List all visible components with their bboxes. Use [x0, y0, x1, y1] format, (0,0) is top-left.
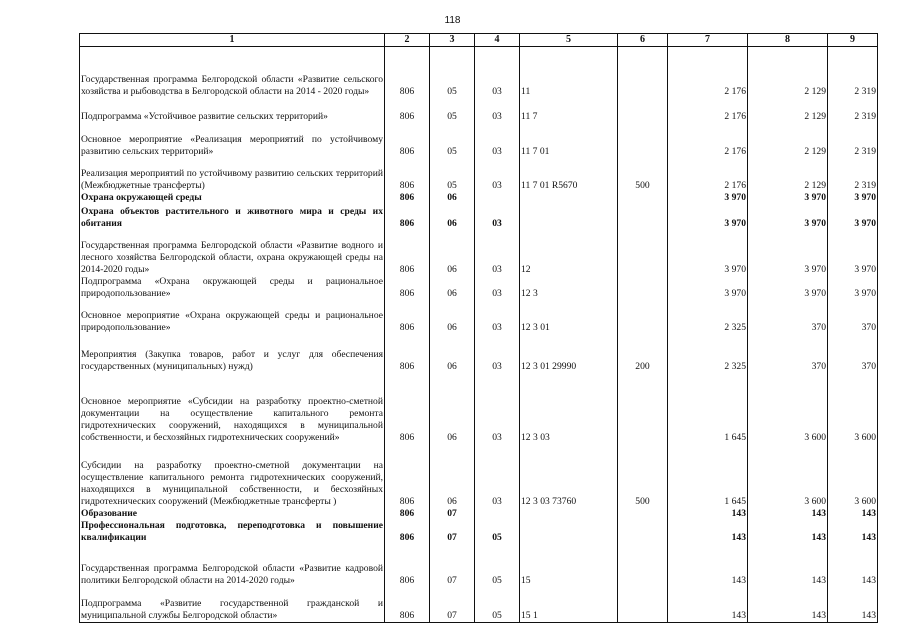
target-article-cell: 12 3 — [520, 276, 618, 300]
section-code-cell: 06 — [430, 192, 475, 204]
subsection-code-cell: 03 — [475, 373, 520, 444]
section-code-cell: 07 — [430, 587, 475, 623]
target-article-cell: 11 7 01 — [520, 123, 618, 158]
amount-year3-cell: 370 — [828, 334, 878, 373]
row-name-cell: Государственная программа Белгородской области «Развитие сельского хозяйства и рыбоводства в Белгородской области на 2014 - 2020 годы» — [80, 47, 385, 98]
subsection-code-cell: 03 — [475, 276, 520, 300]
section-code-cell: 06 — [430, 204, 475, 230]
table-row — [80, 373, 878, 444]
target-article-cell: 12 3 01 29990 — [520, 334, 618, 373]
target-article-cell: 12 3 01 — [520, 300, 618, 334]
expense-type-cell — [618, 587, 668, 623]
amount-year2-cell: 143 — [748, 508, 828, 520]
amount-year1-cell: 2 176 — [668, 158, 748, 192]
column-header: 4 — [475, 34, 520, 47]
amount-year1-cell: 2 176 — [668, 98, 748, 123]
row-name-cell: Реализация мероприятий по устойчивому развитию сельских территорий (Межбюджетные трансферты) — [80, 158, 385, 192]
amount-year3-cell: 3 600 — [828, 373, 878, 444]
section-code-cell: 06 — [430, 334, 475, 373]
column-header: 9 — [828, 34, 878, 47]
amount-year2-cell: 3 970 — [748, 230, 828, 276]
amount-year1-cell: 2 176 — [668, 47, 748, 98]
section-code-cell: 07 — [430, 544, 475, 587]
amount-year3-cell: 143 — [828, 520, 878, 544]
amount-year3-cell: 143 — [828, 544, 878, 587]
table-row — [80, 587, 878, 623]
row-name-cell: Основное мероприятие «Охрана окружающей среды и рациональное природопользование» — [80, 300, 385, 334]
table-row — [80, 276, 878, 300]
amount-year2-cell: 3 600 — [748, 373, 828, 444]
table-row — [80, 334, 878, 373]
section-code-cell: 06 — [430, 276, 475, 300]
column-header: 8 — [748, 34, 828, 47]
amount-year2-cell: 3 600 — [748, 444, 828, 508]
amount-year1-cell: 3 970 — [668, 204, 748, 230]
target-article-cell — [520, 520, 618, 544]
amount-year2-cell: 143 — [748, 520, 828, 544]
ministry-code-cell: 806 — [385, 123, 430, 158]
expense-type-cell — [618, 192, 668, 204]
table-row — [80, 230, 878, 276]
target-article-cell — [520, 204, 618, 230]
column-header: 3 — [430, 34, 475, 47]
section-code-cell: 06 — [430, 373, 475, 444]
amount-year1-cell: 3 970 — [668, 276, 748, 300]
section-code-cell: 05 — [430, 47, 475, 98]
ministry-code-cell: 806 — [385, 204, 430, 230]
subsection-code-cell: 03 — [475, 230, 520, 276]
subsection-code-cell — [475, 192, 520, 204]
subsection-code-cell: 03 — [475, 300, 520, 334]
section-code-cell: 07 — [430, 520, 475, 544]
subsection-code-cell: 03 — [475, 123, 520, 158]
ministry-code-cell: 806 — [385, 192, 430, 204]
amount-year3-cell: 2 319 — [828, 47, 878, 98]
row-name-cell: Охрана окружающей среды — [80, 192, 385, 204]
amount-year3-cell: 3 970 — [828, 204, 878, 230]
section-code-cell: 07 — [430, 508, 475, 520]
table-row — [80, 47, 878, 98]
subsection-code-cell: 05 — [475, 587, 520, 623]
ministry-code-cell: 806 — [385, 544, 430, 587]
amount-year1-cell: 1 645 — [668, 444, 748, 508]
column-header: 2 — [385, 34, 430, 47]
expense-type-cell: 500 — [618, 444, 668, 508]
amount-year2-cell: 2 129 — [748, 47, 828, 98]
row-name-cell: Подпрограмма «Развитие государственной гражданской и муниципальной службы Белгородской области» — [80, 587, 385, 623]
table-row — [80, 192, 878, 204]
amount-year2-cell: 143 — [748, 544, 828, 587]
ministry-code-cell: 806 — [385, 300, 430, 334]
amount-year1-cell: 143 — [668, 520, 748, 544]
expense-type-cell — [618, 544, 668, 587]
header-row — [80, 34, 878, 47]
ministry-code-cell: 806 — [385, 520, 430, 544]
row-name-cell: Подпрограмма «Устойчивое развитие сельских территорий» — [80, 98, 385, 123]
table-row — [80, 444, 878, 508]
target-article-cell — [520, 508, 618, 520]
amount-year2-cell: 2 129 — [748, 158, 828, 192]
row-name-cell: Основное мероприятие «Реализация мероприятий по устойчивому развитию сельских территорий» — [80, 123, 385, 158]
expense-type-cell: 500 — [618, 158, 668, 192]
ministry-code-cell: 806 — [385, 508, 430, 520]
row-name-cell: Подпрограмма «Охрана окружающей среды и рациональное природопользование» — [81, 275, 383, 299]
amount-year2-cell: 3 970 — [748, 276, 828, 300]
section-code-cell: 05 — [430, 98, 475, 123]
target-article-cell: 11 7 — [520, 98, 618, 123]
subsection-code-cell: 05 — [475, 520, 520, 544]
section-code-cell: 05 — [430, 123, 475, 158]
amount-year3-cell: 2 319 — [828, 98, 878, 123]
target-article-cell: 15 — [520, 544, 618, 587]
table-row — [80, 508, 878, 520]
amount-year3-cell: 143 — [828, 508, 878, 520]
amount-year2-cell: 2 129 — [748, 98, 828, 123]
row-name-cell: Субсидии на разработку проектно-сметной документации на осуществление капитального ремонта гидротехнических сооружений, находящихся в муниципальной собственности, и бесхозяйных гидротехнических сооружений (Межбюджетные трансферты ) — [80, 444, 385, 508]
amount-year3-cell: 3 970 — [828, 230, 878, 276]
ministry-code-cell: 806 — [385, 276, 430, 300]
target-article-cell: 15 1 — [520, 587, 618, 623]
amount-year2-cell: 143 — [748, 587, 828, 623]
subsection-code-cell: 03 — [475, 204, 520, 230]
amount-year3-cell: 370 — [828, 300, 878, 334]
amount-year1-cell: 2 325 — [668, 300, 748, 334]
ministry-code-cell: 806 — [385, 587, 430, 623]
amount-year1-cell: 143 — [668, 587, 748, 623]
table-row — [80, 158, 878, 192]
amount-year3-cell: 3 970 — [828, 192, 878, 204]
target-article-cell: 11 — [520, 47, 618, 98]
section-code-cell: 05 — [430, 158, 475, 192]
table-row — [80, 98, 878, 123]
amount-year3-cell: 143 — [828, 587, 878, 623]
target-article-cell: 12 — [520, 230, 618, 276]
target-article-cell: 12 3 03 — [520, 373, 618, 444]
subsection-code-cell: 03 — [475, 158, 520, 192]
expense-type-cell — [618, 123, 668, 158]
target-article-cell: 11 7 01 R5670 — [520, 158, 618, 192]
table-row — [80, 544, 878, 587]
expense-type-cell: 200 — [618, 334, 668, 373]
amount-year1-cell: 143 — [668, 544, 748, 587]
target-article-cell: 12 3 03 73760 — [520, 444, 618, 508]
amount-year2-cell: 370 — [748, 300, 828, 334]
expense-type-cell — [618, 300, 668, 334]
target-article-cell — [520, 192, 618, 204]
expense-type-cell — [618, 276, 668, 300]
amount-year3-cell: 2 319 — [828, 158, 878, 192]
table-row — [80, 520, 878, 544]
table-row — [80, 300, 878, 334]
row-name-cell: Мероприятия (Закупка товаров, работ и услуг для обеспечения государственных (муниципальных) нужд) — [80, 334, 385, 373]
column-header: 7 — [668, 34, 748, 47]
expense-type-cell — [618, 204, 668, 230]
column-header: 5 — [520, 34, 618, 47]
table-row — [80, 123, 878, 158]
amount-year3-cell: 3 600 — [828, 444, 878, 508]
amount-year1-cell: 2 325 — [668, 334, 748, 373]
ministry-code-cell: 806 — [385, 444, 430, 508]
expense-type-cell — [618, 520, 668, 544]
table-row — [80, 204, 878, 230]
row-name-cell: Основное мероприятие «Субсидии на разработку проектно-сметной документации на осуществление капитального ремонта гидротехнических сооружений, находящихся в муниципальной собственности, и бесхозяйных гидротехнических сооружений» — [80, 373, 385, 444]
ministry-code-cell: 806 — [385, 230, 430, 276]
amount-year1-cell: 143 — [668, 508, 748, 520]
ministry-code-cell: 806 — [385, 334, 430, 373]
subsection-code-cell: 03 — [475, 47, 520, 98]
expense-type-cell — [618, 230, 668, 276]
table-body — [80, 47, 878, 623]
row-name-cell: Охрана объектов растительного и животного мира и среды их обитания — [81, 205, 383, 229]
page-number: 118 — [444, 15, 461, 26]
expense-type-cell — [618, 98, 668, 123]
budget-table — [79, 33, 878, 623]
row-name-cell: Образование — [80, 508, 385, 520]
amount-year2-cell: 3 970 — [748, 204, 828, 230]
amount-year3-cell: 3 970 — [828, 276, 878, 300]
row-name-cell: Государственная программа Белгородской области «Развитие кадровой политики Белгородской области на 2014-2020 годы» — [80, 544, 385, 587]
ministry-code-cell: 806 — [385, 98, 430, 123]
section-code-cell: 06 — [430, 300, 475, 334]
ministry-code-cell: 806 — [385, 373, 430, 444]
amount-year1-cell: 3 970 — [668, 192, 748, 204]
amount-year2-cell: 370 — [748, 334, 828, 373]
subsection-code-cell: 03 — [475, 334, 520, 373]
expense-type-cell — [618, 47, 668, 98]
row-name-cell: Профессиональная подготовка, переподготовка и повышение квалификации — [81, 519, 383, 543]
subsection-code-cell: 03 — [475, 98, 520, 123]
column-header: 6 — [618, 34, 668, 47]
amount-year3-cell: 2 319 — [828, 123, 878, 158]
column-header: 1 — [80, 34, 385, 47]
subsection-code-cell: 05 — [475, 544, 520, 587]
subsection-code-cell: 03 — [475, 444, 520, 508]
amount-year1-cell: 2 176 — [668, 123, 748, 158]
expense-type-cell — [618, 508, 668, 520]
amount-year1-cell: 3 970 — [668, 230, 748, 276]
ministry-code-cell: 806 — [385, 158, 430, 192]
expense-type-cell — [618, 373, 668, 444]
section-code-cell: 06 — [430, 444, 475, 508]
amount-year2-cell: 3 970 — [748, 192, 828, 204]
amount-year2-cell: 2 129 — [748, 123, 828, 158]
amount-year1-cell: 1 645 — [668, 373, 748, 444]
subsection-code-cell — [475, 508, 520, 520]
ministry-code-cell: 806 — [385, 47, 430, 98]
section-code-cell: 06 — [430, 230, 475, 276]
row-name-cell: Государственная программа Белгородской области «Развитие водного и лесного хозяйства Белгородской области, охрана окружающей среды на 2014-2020 годы» — [80, 230, 385, 276]
